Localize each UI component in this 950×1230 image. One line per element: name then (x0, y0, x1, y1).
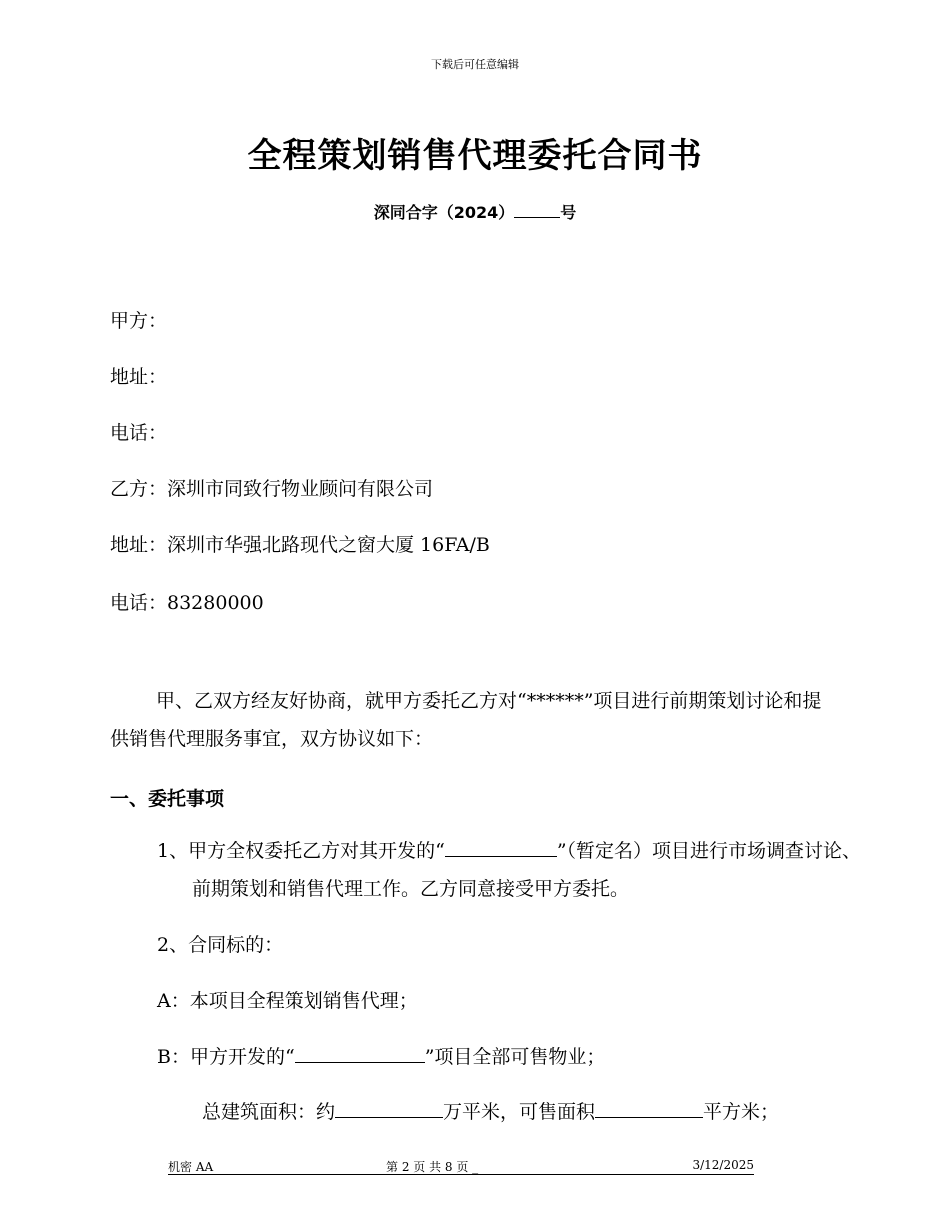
contract-number (0, 200, 950, 223)
total-area-blank (335, 1098, 443, 1118)
item-b (157, 1042, 605, 1069)
party-a-phone: 电话： (110, 422, 168, 444)
party-a-address: 地址： (110, 366, 168, 388)
item-b-text-post: ”项目全部可售物业； (424, 1046, 606, 1068)
footer-date: 3/12/2025 (692, 1158, 754, 1172)
item-1-text-post: ”（暂定名）项目进行市场调查讨论、前期策划和销售代理工作。乙方同意接受甲方委托。 (192, 840, 862, 900)
project-name-blank (445, 837, 557, 857)
party-b-address: 地址：深圳市华强北路现代之窗大厦 16FA/B (110, 534, 490, 556)
area-text-mid: 万平米，可售面积 (443, 1101, 596, 1123)
section-heading: 一、委托事项 (110, 788, 225, 810)
footer-confidential: 机密 AA (168, 1160, 214, 1174)
document-title: 全程策划销售代理委托合同书 (247, 136, 703, 176)
item-a: A：本项目全程策划销售代理； (157, 990, 418, 1012)
intro-paragraph: 甲、乙双方经友好协商，就甲方委托乙方对“******”项目进行前期策划讨论和提供销售代理服务事宜，双方协议如下： (110, 690, 822, 750)
party-b-phone: 电话：83280000 (110, 592, 264, 614)
item-2: 2、合同标的： (157, 934, 284, 956)
contract-number-blank (514, 201, 560, 218)
item-1-text-pre: 1、甲方全权委托乙方对其开发的“ (157, 840, 445, 862)
contract-number-prefix: 深同合字（2024） (373, 203, 515, 222)
party-a-label: 甲方： (110, 310, 168, 332)
saleable-area-blank (595, 1098, 703, 1118)
footer-page-number: 第 2 页 共 8 页 _ (386, 1160, 479, 1174)
item-b-text-pre: B：甲方开发的“ (157, 1046, 295, 1068)
project-blank-b (295, 1043, 425, 1063)
item-1 (157, 832, 877, 908)
party-b-name: 乙方：深圳市同致行物业顾问有限公司 (110, 478, 434, 500)
contract-number-suffix: 号 (560, 203, 577, 222)
page-footer (168, 1158, 754, 1175)
header-note: 下载后可任意编辑 (431, 58, 519, 71)
area-text-pre: 总建筑面积：约 (202, 1101, 336, 1123)
area-line (202, 1097, 779, 1124)
area-text-post: 平方米； (703, 1101, 780, 1123)
